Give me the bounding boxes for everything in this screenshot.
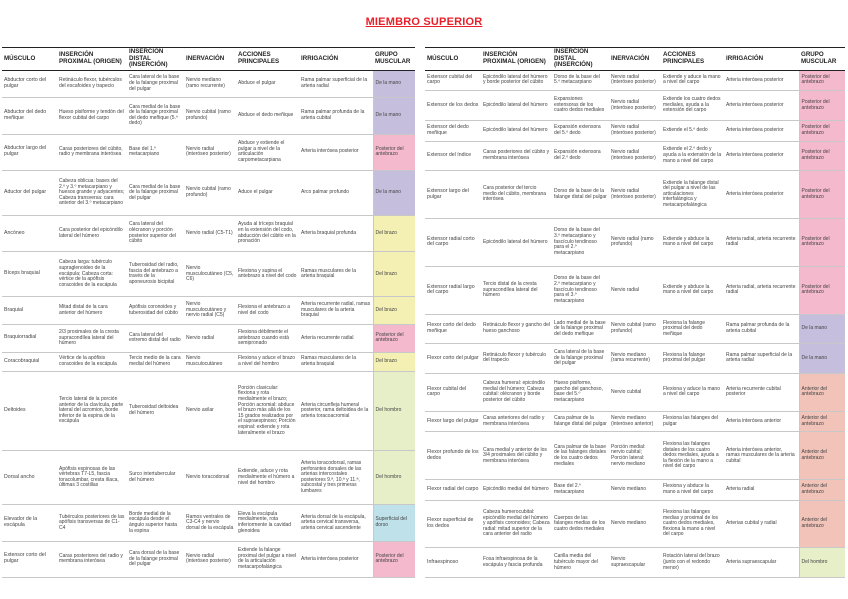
header-innervation: INERVACIÓN <box>609 48 661 71</box>
cell-proximal-insertion: Cara medial y anterior de los 3/4 proximales del cúbito y membrana interósea <box>481 432 552 480</box>
cell-main-actions: Flexiona débilmente el antebrazo cuando está semipronado <box>236 325 299 353</box>
table-row <box>425 500 845 548</box>
cell-muscle-group: Anterior del antebrazo <box>799 373 845 412</box>
cell-irrigation: Ramas musculares de la arteria braquial <box>299 252 373 297</box>
cell-muscle-group: Anterior del antebrazo <box>799 412 845 432</box>
cell-distal-insertion: Cara palmar de la falange distal del pulgar <box>552 412 609 432</box>
cell-irrigation: Rama palmar superficial de la arteria radial <box>724 344 799 373</box>
cell-innervation: Nervio axilar <box>184 371 236 451</box>
cell-irrigation: Arteria recurrente radial, ramas musculares de la arteria braquial <box>299 297 373 325</box>
cell-innervation: Porción medial: nervio cubital; Porción lateral: nervio mediano <box>609 432 661 480</box>
cell-innervation: Nervio mediano <box>609 480 661 500</box>
cell-distal-insertion: Dorso de la base del 2.º metacarpiano y fascículo tendinoso para el 3.º metacarpiano <box>552 266 609 314</box>
cell-proximal-insertion: Epicóndilo lateral del húmero <box>481 120 552 141</box>
table-row <box>2 297 415 325</box>
cell-distal-insertion: Dorso de la base de la falange distal del pulgar <box>552 171 609 219</box>
cell-innervation: Nervio radial <box>184 325 236 353</box>
table-row <box>2 70 415 98</box>
cell-muscle-group: Posterior del antebrazo <box>799 266 845 314</box>
cell-muscle-group: Posterior del antebrazo <box>799 120 845 141</box>
right-table-header <box>425 48 845 71</box>
cell-muscle-group: Posterior del antebrazo <box>799 70 845 91</box>
table-row <box>2 215 415 251</box>
cell-main-actions: Porción clavicular: flexiona y rota medialmente el brazo; Porción acromial: abduce el brazo más allá de los 15 grados realizados por el supraespinoso; Porción espinal: extiende y rota lateralmente el brazo <box>236 371 299 451</box>
cell-irrigation: Arteria circunfleja humeral posterior, rama deltoidea de la arteria toracoacromial <box>299 371 373 451</box>
cell-distal-insertion: Cara lateral del olécranon y porción posterior superior del cúbito <box>127 215 184 251</box>
table-row <box>2 451 415 505</box>
cell-proximal-insertion: Tubérculos posteriores de las apófisis transversas de C1-C4 <box>57 505 127 541</box>
cell-distal-insertion: Carilla media del tubérculo mayor del húmero <box>552 548 609 578</box>
cell-proximal-insertion: Caras posteriores del radio y membrana interósea <box>57 541 127 577</box>
cell-muscle-name: Extensor del índice <box>425 141 481 170</box>
cell-main-actions: Abduce y extiende el pulgar a nivel de la articulación carpometacarpiana <box>236 134 299 170</box>
cell-muscle-group: Posterior del antebrazo <box>799 171 845 219</box>
cell-distal-insertion: Cara dorsal de la base de la falange proximal del pulgar <box>127 541 184 577</box>
cell-main-actions: Extiende el 5.º dedo <box>661 120 724 141</box>
cell-muscle-group: Posterior del antebrazo <box>799 218 845 266</box>
cell-innervation: Nervio radial (ramo profundo) <box>609 218 661 266</box>
cell-muscle-group: De la mano <box>373 98 415 134</box>
cell-irrigation: Rama palmar profunda de la arteria cubital <box>299 98 373 134</box>
cell-distal-insertion: Expansión extensora del 2.º dedo <box>552 141 609 170</box>
header-irrigation: IRRIGACIÓN <box>724 48 799 71</box>
cell-proximal-insertion: Cara posterior del tercio medio del cúbito, membrana interósea <box>481 171 552 219</box>
cell-distal-insertion: Cara lateral de la base de la falange proximal del pulgar <box>552 344 609 373</box>
cell-proximal-insertion: Caras posteriores del cúbito y membrana interósea <box>481 141 552 170</box>
cell-muscle-group: Del hombro <box>373 451 415 505</box>
table-row <box>425 373 845 412</box>
cell-muscle-group: De la mano <box>799 314 845 343</box>
table-row <box>425 70 845 91</box>
header-proximal-insertion: INSERCIÓN PROXIMAL (ORIGEN) <box>57 48 127 71</box>
cell-proximal-insertion: Epicóndilo lateral del húmero y borde posterior del cúbito <box>481 70 552 91</box>
cell-innervation: Nervio radial (interóseo posterior) <box>184 134 236 170</box>
table-row <box>425 120 845 141</box>
cell-muscle-name: Extensor radial largo del carpo <box>425 266 481 314</box>
cell-muscle-name: Flexor superficial de los dedos <box>425 500 481 548</box>
cell-muscle-name: Flexor profundo de los dedos <box>425 432 481 480</box>
cell-proximal-insertion: Cabeza humerocubital: epicóndilo medial del húmero y apófisis coronoides; Cabeza radial: mitad superior de la cara anterior del radio <box>481 500 552 548</box>
table-row <box>2 541 415 577</box>
cell-muscle-group: Superficial del dorso <box>373 505 415 541</box>
right-muscle-table <box>425 47 845 578</box>
cell-irrigation: Arteria interósea posterior <box>724 91 799 120</box>
table-row <box>425 412 845 432</box>
cell-distal-insertion: Cara medial de la base de la falange proximal del pulgar <box>127 170 184 215</box>
cell-innervation: Nervio radial <box>609 266 661 314</box>
cell-main-actions: Aduce el pulgar <box>236 170 299 215</box>
cell-muscle-group: Del hombro <box>373 371 415 451</box>
cell-irrigation: Arteria radial <box>724 480 799 500</box>
cell-innervation: Nervio musculocutáneo <box>184 352 236 371</box>
cell-innervation: Nervio mediano (ramo recurrente) <box>184 70 236 98</box>
cell-proximal-insertion: Retináculo flexor y gancho del hueso ganchoso <box>481 314 552 343</box>
cell-proximal-insertion: Cabeza humeral: epicóndilo medial del húmero; Cabeza cubital: olécranon y borde posterior del cúbito <box>481 373 552 412</box>
cell-main-actions: Rotación lateral del brazo (junto con el redondo menor) <box>661 548 724 578</box>
cell-muscle-name: Abductor corto del pulgar <box>2 70 57 98</box>
cell-proximal-insertion: Mitad distal de la cara anterior del húmero <box>57 297 127 325</box>
table-row <box>425 266 845 314</box>
cell-distal-insertion: Dorso de la base del 5.º metacarpiano <box>552 70 609 91</box>
cell-distal-insertion: Tuberosidad del radio, fascia del antebrazo a través de la aponeurosis bicipital <box>127 252 184 297</box>
cell-muscle-name: Dorsal ancho <box>2 451 57 505</box>
table-row <box>425 171 845 219</box>
cell-muscle-group: Del hombro <box>799 548 845 578</box>
cell-proximal-insertion: Retináculo flexor, tubérculos del escafoides y trapecio <box>57 70 127 98</box>
cell-innervation: Nervio cubital (ramo profundo) <box>184 170 236 215</box>
cell-proximal-insertion: Apófisis espinosas de las vértebras T7-L5, fascia toracolumbar, cresta ilíaca, últimas 3 costillas <box>57 451 127 505</box>
cell-distal-insertion: Cara palmar de la base de las falanges distales de los cuatro dedos mediales <box>552 432 609 480</box>
cell-muscle-group: Posterior del antebrazo <box>799 141 845 170</box>
cell-main-actions: Flexiona y aduce el brazo a nivel del hombro <box>236 352 299 371</box>
cell-proximal-insertion: Caras posteriores del cúbito, radio y membrana interósea <box>57 134 127 170</box>
cell-muscle-name: Flexor largo del pulgar <box>425 412 481 432</box>
page-title: MIEMBRO SUPERIOR <box>365 16 483 28</box>
cell-muscle-name: Extensor del dedo meñique <box>425 120 481 141</box>
cell-irrigation: Arteria supraescapular <box>724 548 799 578</box>
cell-proximal-insertion: Epicóndilo lateral del húmero <box>481 218 552 266</box>
cell-irrigation: Arteria recurrente cubital posterior <box>724 373 799 412</box>
cell-muscle-group: Del brazo <box>373 215 415 251</box>
cell-muscle-group: Anterior del antebrazo <box>799 500 845 548</box>
cell-muscle-group: De la mano <box>373 170 415 215</box>
cell-main-actions: Extiende, aduce y rota medialmente el húmero a nivel del hombro <box>236 451 299 505</box>
header-muscle-name: MÚSCULO <box>2 48 57 71</box>
cell-irrigation: Arteria interósea anterior <box>724 412 799 432</box>
table-row <box>2 325 415 353</box>
cell-main-actions: Flexiona las falanges distales de los cuatro dedos mediales, ayuda a la flexión de la mano a nivel del carpo <box>661 432 724 480</box>
cell-distal-insertion: Tuberosidad deltoidea del húmero <box>127 371 184 451</box>
cell-muscle-name: Abductor del dedo meñique <box>2 98 57 134</box>
cell-muscle-name: Coracobraquial <box>2 352 57 371</box>
cell-proximal-insertion: Cabeza oblicua: bases del 2.º y 3.º metacarpiano y huesos grande y adyacentes; Cabeza transversa: cara anterior del 3.º metacarpiano <box>57 170 127 215</box>
cell-innervation: Nervio supraescapular <box>609 548 661 578</box>
table-row <box>2 371 415 451</box>
cell-innervation: Nervio mediano (interóseo anterior) <box>609 412 661 432</box>
cell-muscle-group: Del brazo <box>373 297 415 325</box>
cell-muscle-group: Posterior del antebrazo <box>799 91 845 120</box>
cell-distal-insertion: Dorso de la base del 3.º metacarpiano y fascículo tendinoso para el 2.º metacarpiano <box>552 218 609 266</box>
cell-muscle-group: Posterior del antebrazo <box>373 541 415 577</box>
cell-innervation: Nervio radial (interóseo posterior) <box>609 120 661 141</box>
table-row <box>425 314 845 343</box>
cell-proximal-insertion: Vértice de la apófisis coracoides de la escápula <box>57 352 127 371</box>
cell-main-actions: Flexiona las falanges del pulgar <box>661 412 724 432</box>
table-row <box>425 141 845 170</box>
cell-innervation: Nervio mediano <box>609 500 661 548</box>
cell-irrigation: Rama palmar profunda de la arteria cubital <box>724 314 799 343</box>
header-proximal-insertion: INSERCIÓN PROXIMAL (ORIGEN) <box>481 48 552 71</box>
cell-muscle-name: Extensor cubital del carpo <box>425 70 481 91</box>
cell-muscle-group: Posterior del antebrazo <box>373 325 415 353</box>
cell-irrigation: Arteria interósea posterior <box>724 141 799 170</box>
cell-main-actions: Ayuda al tríceps braquial en la extensión del codo, abducción del cúbito en la pronación <box>236 215 299 251</box>
cell-innervation: Nervio radial (C5-T1) <box>184 215 236 251</box>
cell-irrigation: Arteria radial, arteria recurrente radial <box>724 266 799 314</box>
cell-main-actions: Flexiona y aduce la mano a nivel del carpo <box>661 373 724 412</box>
cell-innervation: Ramos ventrales de C3-C4 y nervio dorsal de la escápula <box>184 505 236 541</box>
cell-proximal-insertion: Cabeza larga: tubérculo supraglenoideo de la escápula; Cabeza corta: vértice de la apófisis coracoides de la escápula <box>57 252 127 297</box>
cell-muscle-name: Extensor radial corto del carpo <box>425 218 481 266</box>
table-row <box>425 91 845 120</box>
table-row <box>425 218 845 266</box>
cell-proximal-insertion: Retináculo flexor y tubérculo del trapecio <box>481 344 552 373</box>
cell-main-actions: Extiende y abduce la mano a nivel del carpo <box>661 266 724 314</box>
cell-irrigation: Arteria toracodorsal, ramas perforantes dorsales de las arterias intercostales posteriores 9.ª, 10.ª y 11.ª, subcostal y tres primeras lumbares <box>299 451 373 505</box>
cell-muscle-group: Anterior del antebrazo <box>799 432 845 480</box>
cell-main-actions: Extiende la falange distal del pulgar a nivel de las articulaciones interfalángica y metacarpofalángica <box>661 171 724 219</box>
cell-distal-insertion: Borde medial de la escápula desde el ángulo superior hasta la espina <box>127 505 184 541</box>
cell-muscle-name: Flexor cubital del carpo <box>425 373 481 412</box>
cell-muscle-name: Extensor de los dedos <box>425 91 481 120</box>
cell-irrigation: Rama palmar superficial de la arteria radial <box>299 70 373 98</box>
cell-distal-insertion: Surco intertubercular del húmero <box>127 451 184 505</box>
cell-irrigation: Arco palmar profundo <box>299 170 373 215</box>
cell-irrigation: Arteria dorsal de la escápula, arteria cervical transversa, arteria cervical ascendente <box>299 505 373 541</box>
cell-muscle-group: De la mano <box>373 70 415 98</box>
cell-innervation: Nervio radial (interóseo posterior) <box>609 70 661 91</box>
cell-muscle-name: Aductor del pulgar <box>2 170 57 215</box>
cell-muscle-name: Flexor radial del carpo <box>425 480 481 500</box>
left-table-header <box>2 48 415 71</box>
cell-irrigation: Arteria interósea posterior <box>724 120 799 141</box>
cell-innervation: Nervio musculocutáneo (C5, C6) <box>184 252 236 297</box>
cell-muscle-group: Del brazo <box>373 252 415 297</box>
cell-muscle-name: Flexor corto del pulgar <box>425 344 481 373</box>
cell-proximal-insertion: Epicóndilo medial del húmero <box>481 480 552 500</box>
cell-main-actions: Extiende y abduce la mano a nivel del carpo <box>661 218 724 266</box>
cell-main-actions: Extiende el 2.º dedo y ayuda a la extensión de la mano a nivel del carpo <box>661 141 724 170</box>
table-row <box>2 252 415 297</box>
cell-main-actions: Extiende los cuatro dedos mediales, ayuda a la extensión del carpo <box>661 91 724 120</box>
cell-irrigation: Arteria radial, arteria recurrente radial <box>724 218 799 266</box>
cell-muscle-name: Bíceps braquial <box>2 252 57 297</box>
header-distal-insertion: INSERCIÓN DISTAL (INSERCIÓN) <box>127 48 184 71</box>
table-row <box>2 352 415 371</box>
cell-main-actions: Abduce el dedo meñique <box>236 98 299 134</box>
cell-distal-insertion: Cara lateral del extremo distal del radio <box>127 325 184 353</box>
cell-innervation: Nervio cubital <box>609 373 661 412</box>
table-row <box>425 480 845 500</box>
cell-main-actions: Flexiona y abduce la mano a nivel del carpo <box>661 480 724 500</box>
cell-muscle-name: Deltoides <box>2 371 57 451</box>
table-row <box>2 134 415 170</box>
header-main-actions: ACCIONES PRINCIPALES <box>236 48 299 71</box>
cell-main-actions: Flexiona la falange proximal del pulgar <box>661 344 724 373</box>
cell-distal-insertion: Cara lateral de la base de la falange proximal del pulgar <box>127 70 184 98</box>
cell-main-actions: Eleva la escápula medialmente, rota inferiormente la cavidad glenoidea <box>236 505 299 541</box>
cell-proximal-insertion: 2/3 proximales de la cresta supracondílea lateral del húmero <box>57 325 127 353</box>
cell-main-actions: Flexiona y supina el antebrazo a nivel del codo <box>236 252 299 297</box>
header-muscle-name: MÚSCULO <box>425 48 481 71</box>
cell-main-actions: Flexiona la falange proximal del dedo meñique <box>661 314 724 343</box>
cell-irrigation: Arteria interósea posterior <box>724 70 799 91</box>
cell-distal-insertion: Hueso pisiforme, gancho del ganchoso, base del 5.º metacarpiano <box>552 373 609 412</box>
cell-irrigation: Arteria interósea anterior, ramas musculares de la arteria cubital <box>724 432 799 480</box>
header-main-actions: ACCIONES PRINCIPALES <box>661 48 724 71</box>
cell-main-actions: Extiende y aduce la mano a nivel del carpo <box>661 70 724 91</box>
cell-irrigation: Arteria interósea posterior <box>299 134 373 170</box>
cell-main-actions: Extiende la falange proximal del pulgar a nivel de la articulación metacarpofalángica <box>236 541 299 577</box>
cell-irrigation: Ramas musculares de la arteria braquial <box>299 352 373 371</box>
cell-innervation: Nervio radial (interóseo posterior) <box>609 141 661 170</box>
left-muscle-table <box>2 47 415 578</box>
cell-muscle-name: Abductor largo del pulgar <box>2 134 57 170</box>
cell-irrigation: Arterias cubital y radial <box>724 500 799 548</box>
table-row <box>2 170 415 215</box>
table-row <box>2 98 415 134</box>
cell-innervation: Nervio musculocutáneo y nervio radial (C5) <box>184 297 236 325</box>
cell-muscle-group: De la mano <box>799 344 845 373</box>
header-muscle-group: GRUPO MUSCULAR <box>373 48 415 71</box>
cell-irrigation: Arteria interósea posterior <box>724 171 799 219</box>
cell-distal-insertion: Cara medial de la base de la falange proximal del dedo meñique (5.º dedo) <box>127 98 184 134</box>
cell-muscle-group: Posterior del antebrazo <box>373 134 415 170</box>
cell-proximal-insertion: Cara posterior del epicóndilo lateral del húmero <box>57 215 127 251</box>
header-innervation: INERVACIÓN <box>184 48 236 71</box>
cell-innervation: Nervio radial (interóseo posterior) <box>184 541 236 577</box>
table-row <box>425 548 845 578</box>
table-row <box>425 344 845 373</box>
table-row <box>2 505 415 541</box>
header-distal-insertion: INSERCIÓN DISTAL (INSERCIÓN) <box>552 48 609 71</box>
cell-innervation: Nervio mediano (rama recurrente) <box>609 344 661 373</box>
cell-muscle-name: Elevador de la escápula <box>2 505 57 541</box>
left-table-body <box>2 70 415 578</box>
cell-main-actions: Flexiona el antebrazo a nivel del codo <box>236 297 299 325</box>
cell-proximal-insertion: Tercio distal de la cresta supracondílea lateral del húmero <box>481 266 552 314</box>
cell-proximal-insertion: Tercio lateral de la porción anterior de la clavícula, parte lateral del acromion, borde inferior de la espina de la escápula <box>57 371 127 451</box>
cell-muscle-name: Flexor corto del dedo meñique <box>425 314 481 343</box>
cell-irrigation: Arteria recurrente radial <box>299 325 373 353</box>
cell-main-actions: Flexiona las falanges medias y proximal de los cuatro dedos mediales, flexiona la mano a nivel del carpo <box>661 500 724 548</box>
cell-muscle-name: Extensor corto del pulgar <box>2 541 57 577</box>
cell-distal-insertion: Base del 2.º metacarpiano <box>552 480 609 500</box>
cell-distal-insertion: Lado medial de la base de la falange proximal del dedo meñique <box>552 314 609 343</box>
cell-proximal-insertion: Hueso pisiforme y tendón del flexor cubital del carpo <box>57 98 127 134</box>
cell-muscle-name: Ancóneo <box>2 215 57 251</box>
cell-muscle-name: Extensor largo del pulgar <box>425 171 481 219</box>
cell-distal-insertion: Tercio medio de la cara medial del húmero <box>127 352 184 371</box>
cell-proximal-insertion: Caras anteriores del radio y membrana interósea <box>481 412 552 432</box>
header-irrigation: IRRIGACIÓN <box>299 48 373 71</box>
cell-proximal-insertion: Fosa infraespinosa de la escápula y fascia profunda <box>481 548 552 578</box>
cell-innervation: Nervio toracodorsal <box>184 451 236 505</box>
cell-main-actions: Abduce el pulgar <box>236 70 299 98</box>
cell-innervation: Nervio cubital (ramo profundo) <box>609 314 661 343</box>
cell-innervation: Nervio cubital (ramo profundo) <box>184 98 236 134</box>
cell-distal-insertion: Expansiones extensoras de los cuatro dedos mediales <box>552 91 609 120</box>
cell-muscle-name: Infraespinoso <box>425 548 481 578</box>
cell-innervation: Nervio radial (interóseo posterior) <box>609 91 661 120</box>
cell-muscle-group: Del brazo <box>373 352 415 371</box>
cell-muscle-name: Braquial <box>2 297 57 325</box>
cell-irrigation: Arteria braquial profunda <box>299 215 373 251</box>
cell-muscle-name: Braquiorradial <box>2 325 57 353</box>
cell-distal-insertion: Expansión extensora del 5.º dedo <box>552 120 609 141</box>
header-muscle-group: GRUPO MUSCULAR <box>799 48 845 71</box>
cell-muscle-group: Anterior del antebrazo <box>799 480 845 500</box>
table-row <box>425 432 845 480</box>
right-table-body <box>425 70 845 578</box>
cell-innervation: Nervio radial (interóseo posterior) <box>609 171 661 219</box>
cell-distal-insertion: Base del 1.º metacarpiano <box>127 134 184 170</box>
cell-proximal-insertion: Epicóndilo lateral del húmero <box>481 91 552 120</box>
cell-distal-insertion: Apófisis coronoides y tuberosidad del cúbito <box>127 297 184 325</box>
cell-distal-insertion: Cuerpos de las falanges medias de los cuatro dedos mediales <box>552 500 609 548</box>
cell-irrigation: Arteria interósea posterior <box>299 541 373 577</box>
